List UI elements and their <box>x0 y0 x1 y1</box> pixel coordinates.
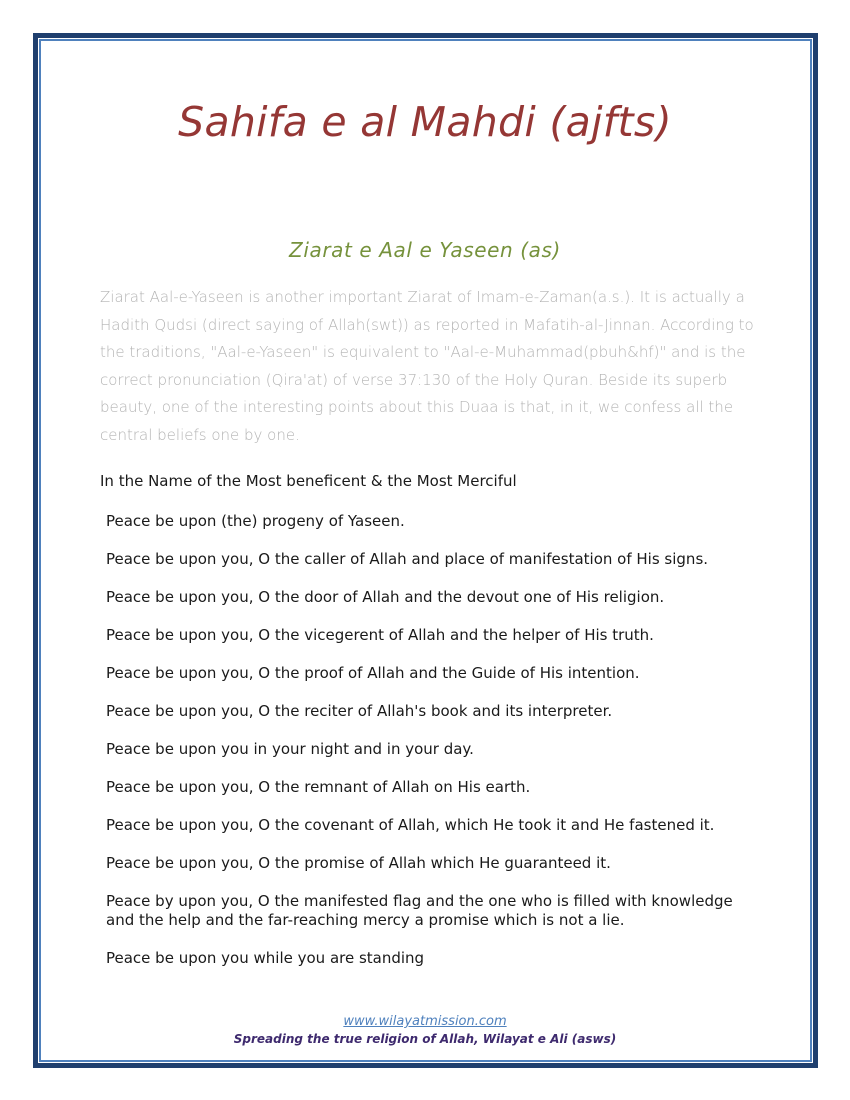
verse-line: Peace by upon you, O the manifested flag and the one who is filled with knowledge and the help and the far-reaching mercy a promise which is not a lie. <box>106 892 733 929</box>
verse-line: Peace be upon you, O the proof of Allah and the Guide of His intention. <box>106 664 640 682</box>
verse-line: Peace be upon you, O the door of Allah and the devout one of His religion. <box>106 588 665 606</box>
verse-line: Peace be upon you, O the covenant of Allah, which He took it and He fastened it. <box>106 816 715 834</box>
verse-line: Peace be upon you in your night and in your day. <box>106 740 474 758</box>
bismillah-line: In the Name of the Most beneficent & the Most Merciful <box>100 472 517 490</box>
footer-tagline: Spreading the true religion of Allah, Wilayat e Ali (asws) <box>233 1032 617 1046</box>
document-title: Sahifa e al Mahdi (ajfts) <box>178 98 672 146</box>
section-subtitle: Ziarat e Aal e Yaseen (as) <box>289 238 561 262</box>
website-link[interactable]: www.wilayatmission.com <box>343 1014 507 1029</box>
verse-list <box>106 512 746 987</box>
verse-line: Peace be upon you, O the vicegerent of Allah and the helper of His truth. <box>106 626 654 644</box>
verse-line: Peace be upon you while you are standing <box>106 949 425 967</box>
verse-line: Peace be upon you, O the caller of Allah and place of manifestation of His signs. <box>106 550 709 568</box>
verse-line: Peace be upon you, O the promise of Allah which He guaranteed it. <box>106 854 611 872</box>
verse-line: Peace be upon you, O the remnant of Allah on His earth. <box>106 778 531 796</box>
intro-paragraph: Ziarat Aal-e-Yaseen is another important Ziarat of Imam-e-Zaman(a.s.). It is actually a Hadith Qudsi (direct saying of Allah(swt)) as reported in Mafatih-al-Jinnan. According to the traditions, "Aal-e-Yaseen" is equivalent to "Aal-e-Muhammad(pbuh&hf)" and is the correct pronunciation (Qira'at) of verse 37:130 of the Holy Quran. Beside its superb beauty, one of the interesting points about this Duaa is that, in it, we confess all the central beliefs one by one. <box>100 288 754 444</box>
verse-line: Peace be upon (the) progeny of Yaseen. <box>106 512 405 530</box>
verse-line: Peace be upon you, O the reciter of Allah's book and its interpreter. <box>106 702 613 720</box>
